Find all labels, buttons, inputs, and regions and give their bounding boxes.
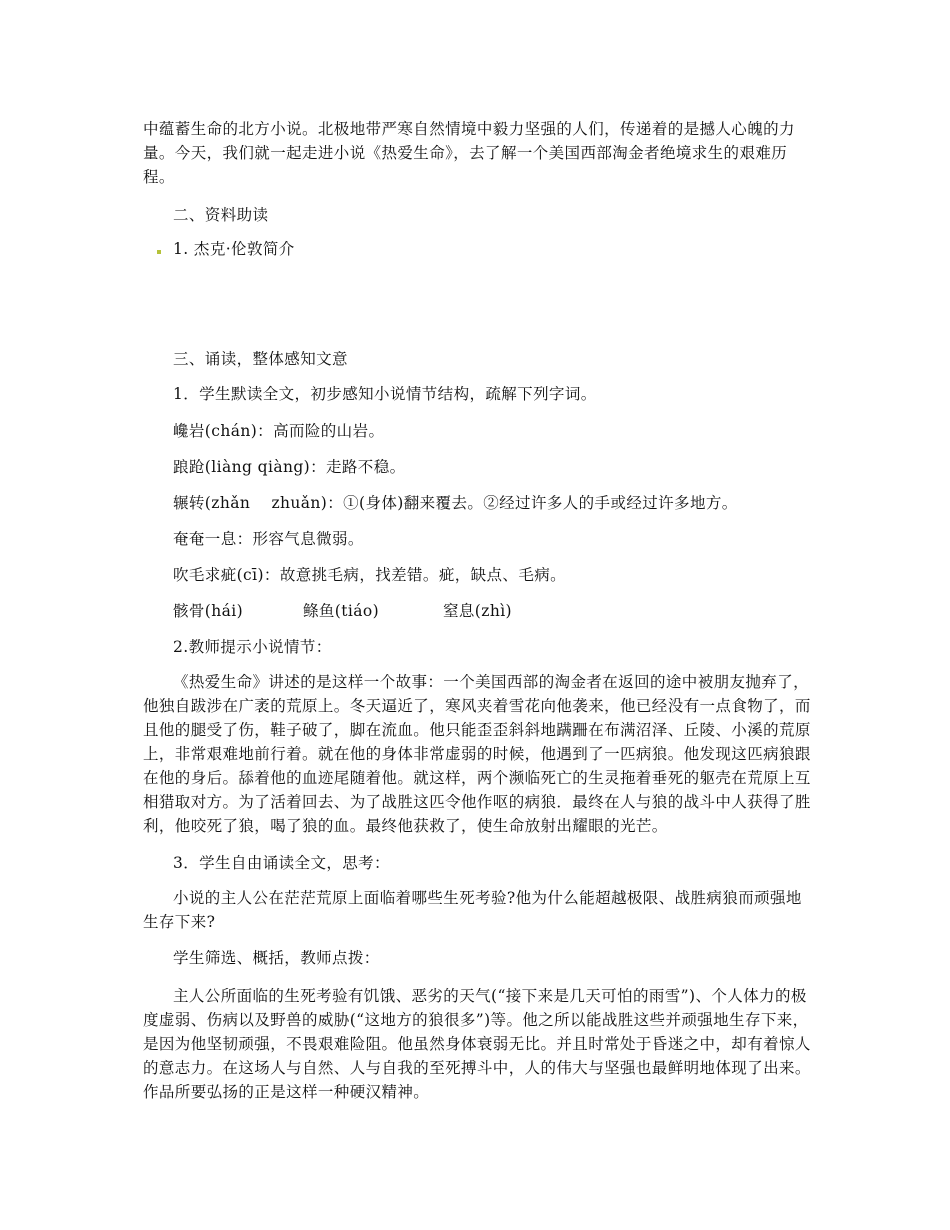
mark-dot <box>157 250 161 254</box>
step-1-text: 1．学生默读全文，初步感知小说情节结构，疏解下列字词。 <box>173 385 597 403</box>
vocab-item: 吹毛求疵(cī)：故意挑毛病，找差错。疵，缺点、毛病。 <box>173 566 567 584</box>
step-3-text: 3．学生自由诵读全文，思考： <box>173 854 390 872</box>
vocab-row-item: 鲦鱼(tiáo) <box>303 602 380 620</box>
vocab-item: 踉跄(liàng qiàng)：走路不稳。 <box>173 458 406 476</box>
section-2-heading: 二、资料助读 <box>173 206 269 224</box>
step-2-text: 2.教师提示小说情节： <box>173 638 332 656</box>
answer-paragraph: 主人公所面临的生死考验有饥饿、恶劣的天气(“接下来是几天可怕的雨雪”)、个人体力的极度虚弱、伤病以及野兽的威胁(“这地方的狼很多”)等。他之所以能战胜这些并顽强地生存下来，是因为他坚韧顽强，不畏艰难险阻。他虽然身体衰弱无比。并且时常处于昏迷之中，却有着惊人的意志力。在这场人与自然、人与自我的至死搏斗中，人的伟大与坚强也最鲜明地体现了出来。作品所要弘扬的正是这样一种硬汉精神。 <box>143 987 811 1101</box>
vocab-row-item: 骸骨(hái) <box>173 602 244 620</box>
section-2-item-1: 1. 杰克·伦敦简介 <box>173 240 295 258</box>
vocab-item: 辗转(zhǎn zhuǎn)：①(身体)翻来覆去。②经过许多人的手或经过许多地方。 <box>173 494 738 512</box>
section-3-heading: 三、诵读，整体感知文意 <box>173 350 348 368</box>
vocab-item: 奄奄一息：形容气息微弱。 <box>173 530 364 548</box>
intro-paragraph: 中蕴蓄生命的北方小说。北极地带严寒自然情境中毅力坚强的人们，传递着的是撼人心魄的力量。今天，我们就一起走进小说《热爱生命》，去了解一个美国西部淘金者绝境求生的艰难历程。 <box>143 120 795 186</box>
vocab-row-item: 窒息(zhì) <box>443 602 513 620</box>
plot-paragraph: 《热爱生命》讲述的是这样一个故事：一个美国西部的淘金者在返回的途中被朋友抛弃了，他独自跋涉在广袤的荒原上。冬天逼近了，寒风夹着雪花向他袭来，他已经没有一点食物了，而且他的腿受了伤，鞋子破了，脚在流血。他只能歪歪斜斜地蹒跚在布满沼泽、丘陵、小溪的荒原上，非常艰难地前行着。就在他的身体非常虚弱的时候，他遇到了一匹病狼。他发现这匹病狼跟在他的身后。舔着他的血迹尾随着他。就这样，两个濒临死亡的生灵拖着垂死的躯壳在荒原上互相猎取对方。为了活着回去、为了战胜这匹令他作呕的病狼．最终在人与狼的战斗中人获得了胜利，他咬死了狼，喝了狼的血。最终他获救了，使生命放射出耀眼的光芒。 <box>143 673 811 835</box>
vocab-item: 巉岩(chán)：高而险的山岩。 <box>173 422 385 440</box>
question-paragraph: 小说的主人公在茫茫荒原上面临着哪些生死考验?他为什么能超越极限、战胜病狼而顽强地生存下来? <box>143 889 802 931</box>
guide-text: 学生筛选、概括，教师点拨： <box>173 949 380 967</box>
